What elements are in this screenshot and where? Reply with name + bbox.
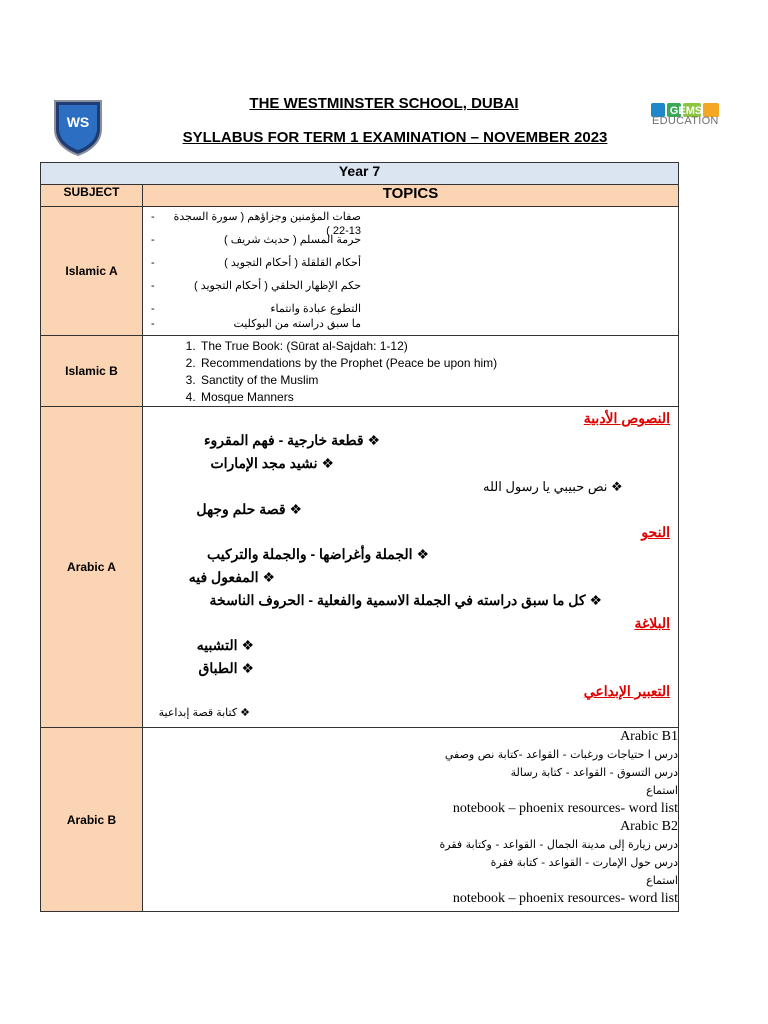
svg-text:WS: WS	[66, 114, 90, 130]
svg-text:GEMS: GEMS	[669, 105, 703, 117]
list-item: درس التسوق - القواعد - كتابة رسالة	[510, 766, 678, 779]
list-item: 4. Mosque Manners	[199, 389, 678, 406]
topics-islamic-b	[143, 336, 679, 407]
arabic-b2-title: Arabic B2	[620, 819, 678, 834]
arabic-b1-title: Arabic B1	[620, 729, 678, 744]
islamic-a-list	[151, 207, 361, 332]
subject-islamic-b: Islamic B	[41, 336, 143, 407]
list-item: 2. Recommendations by the Prophet (Peace be upon him)	[199, 355, 678, 372]
table-row	[41, 407, 679, 728]
subject-column-header: SUBJECT	[41, 185, 143, 207]
section-heading: النصوص الأدبية	[583, 410, 670, 426]
list-item: ❖ نص حبيبي يا رسول الله	[483, 479, 623, 494]
list-item: درس ا حتياجات ورغبات - القواعد -كتابة نص وصفي	[444, 748, 678, 761]
year-row	[41, 163, 679, 185]
list-item: ❖ المفعول فيه	[188, 569, 275, 585]
table-row	[41, 336, 679, 407]
list-item: ❖ الطباق	[198, 660, 254, 676]
list-item: ❖ التشبيه	[196, 637, 254, 653]
list-item: استماع	[646, 874, 678, 887]
topics-column-header: TOPICS	[143, 185, 679, 207]
list-item: notebook – phoenix resources- word list	[452, 891, 678, 906]
list-item: استماع	[646, 784, 678, 797]
list-item: ❖ كل ما سبق دراسته في الجملة الاسمية والفعلية - الحروف الناسخة	[209, 592, 602, 608]
list-item: ❖ قطعة خارجية - فهم المقروء	[203, 432, 380, 448]
topics-arabic-b	[143, 728, 679, 912]
list-item: - ما سبق دراسته من البوكليت	[151, 318, 361, 330]
topics-islamic-a	[143, 207, 679, 336]
gems-education-label: EDUCATION	[652, 115, 719, 127]
list-item: ❖ كتابة قصة إبداعية	[158, 707, 250, 719]
syllabus-table	[40, 162, 679, 912]
list-item: درس زيارة إلى مدينة الجمال - القواعد - وكتابة فقرة	[439, 838, 678, 851]
list-item: ❖ نشيد مجد الإمارات	[210, 455, 334, 471]
table-row	[41, 207, 679, 336]
list-item: notebook – phoenix resources- word list	[452, 801, 678, 816]
section-heading: البلاغة	[634, 615, 670, 631]
syllabus-title: SYLLABUS FOR TERM 1 EXAMINATION – NOVEMBER 2023	[182, 129, 608, 146]
list-item: - التطوع عبادة وانتماء	[151, 303, 361, 315]
header-row	[41, 185, 679, 207]
subject-arabic-b: Arabic B	[41, 728, 143, 912]
subject-islamic-a: Islamic A	[41, 207, 143, 336]
list-item: - صفات المؤمنين وجزاؤهم ( سورة السجدة 13-22 )	[151, 211, 361, 237]
list-item: 3. Sanctity of the Muslim	[199, 372, 678, 389]
list-item: ❖ الجملة وأغراضها - والجملة والتركيب	[207, 546, 429, 562]
subject-arabic-a: Arabic A	[41, 407, 143, 728]
list-item: - أحكام القلقلة ( أحكام التجويد )	[151, 257, 361, 269]
list-item: 1. The True Book: (Sūrat al-Sajdah: 1-12)	[199, 338, 678, 355]
list-item: - حكم الإظهار الحلقي ( أحكام التجويد )	[151, 280, 361, 292]
school-name: THE WESTMINSTER SCHOOL, DUBAI	[249, 95, 519, 112]
islamic-b-list	[143, 336, 678, 406]
list-item: ❖ قصة حلم وجهل	[196, 501, 302, 517]
section-heading: النحو	[641, 524, 670, 540]
table-row	[41, 728, 679, 912]
section-heading: التعبير الإبداعي	[583, 683, 670, 699]
year-label: Year 7	[41, 163, 679, 185]
list-item: - حرمة المسلم ( حديث شريف )	[151, 234, 361, 246]
topics-arabic-a	[143, 407, 679, 728]
list-item: درس حول الإمارت - القواعد - كتابة فقرة	[490, 856, 678, 869]
